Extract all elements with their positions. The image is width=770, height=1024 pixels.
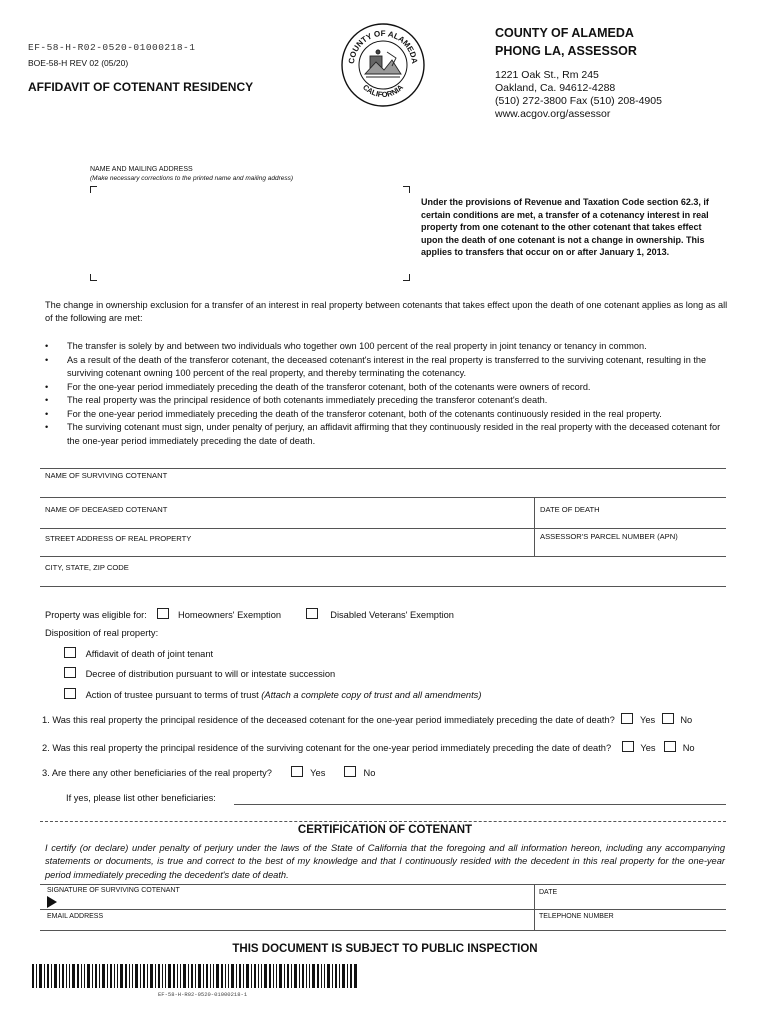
address-line-1: 1221 Oak St., Rm 245 xyxy=(495,69,599,81)
assessor-name: PHONG LA, ASSESSOR xyxy=(495,44,637,58)
city-state-zip-field[interactable]: CITY, STATE, ZIP CODE xyxy=(45,563,129,572)
seal-bottom-text: CALIFORNIA xyxy=(361,82,405,100)
list-item: • For the one-year period immediately preceding the death of the transferor cotenant, both of the cotenants continuously resided in the real property. xyxy=(45,408,735,422)
form-revision: BOE-58-H REV 02 (05/20) xyxy=(28,58,129,68)
phone-fax: (510) 272-3800 Fax (510) 208-4905 xyxy=(495,95,662,107)
divider xyxy=(40,821,726,822)
q1-yes-label: Yes xyxy=(639,715,656,725)
question-1 xyxy=(42,713,692,725)
q3-yes-label: Yes xyxy=(310,768,326,778)
trustee-note: (Attach a complete copy of trust and all amendments) xyxy=(261,690,482,700)
question-3 xyxy=(42,766,375,778)
divider xyxy=(534,884,535,930)
apn-field[interactable]: ASSESSOR'S PARCEL NUMBER (APN) xyxy=(540,532,678,541)
intro-paragraph: The change in ownership exclusion for a transfer of an interest in real property between cotenants that takes effect upon the death of one cotenant applies as long as all of the following are met: xyxy=(45,300,728,323)
joint-tenant-checkbox[interactable] xyxy=(64,647,76,658)
list-item: • For the one-year period immediately preceding the death of the transferor cotenant, both of the cotenants were owners of record. xyxy=(45,381,735,395)
svg-text:COUNTY OF ALAMEDA xyxy=(347,29,419,65)
street-address-field[interactable]: STREET ADDRESS OF REAL PROPERTY xyxy=(45,534,192,543)
divider xyxy=(40,930,726,931)
corner-mark xyxy=(90,186,97,193)
sign-here-arrow-icon xyxy=(47,896,57,908)
question-3-text: 3. Are there any other beneficiaries of the real property? xyxy=(42,768,272,778)
mailing-address-note: (Make necessary corrections to the printed name and mailing address) xyxy=(90,175,294,182)
divider xyxy=(40,497,726,498)
disposition-option-1 xyxy=(64,647,213,659)
county-seal-logo xyxy=(340,22,426,108)
email-field[interactable]: EMAIL ADDRESS xyxy=(47,913,104,920)
corner-mark xyxy=(403,186,410,193)
signature-field[interactable]: SIGNATURE OF SURVIVING COTENANT xyxy=(47,887,180,894)
certification-text: I certify (or declare) under penalty of perjury under the laws of the State of California that the foregoing and all information hereon, including any accompanying statements or documents, is true and correct to the best of my knowledge and that I continuously resided with the decedent in this real property for the one-year period immediately preceding the decedent's date of death. xyxy=(45,843,725,880)
provision-notice: Under the provisions of Revenue and Taxation Code section 62.3, if certain conditions are met, a transfer of a cotenancy interest in real property from one cotenant to the other cotenant that takes effect upon the death of one cotenant is not a change in ownership. This applies to transfers that occur on or after January 1, 2013. xyxy=(421,197,709,258)
joint-tenant-label: Affidavit of death of joint tenant xyxy=(85,649,214,659)
mailing-address-box[interactable] xyxy=(90,186,410,281)
disposition-option-3 xyxy=(64,688,481,700)
form-id: EF-58-H-R02-0520-01000218-1 xyxy=(28,42,196,53)
svg-text:CALIFORNIA xyxy=(361,82,405,99)
document-title: AFFIDAVIT OF COTENANT RESIDENCY xyxy=(28,80,254,94)
homeowners-exemption-checkbox[interactable] xyxy=(157,608,169,619)
list-item: • The real property was the principal residence of both cotenants immediately preceding the transferor cotenant's death. xyxy=(45,394,735,408)
county-address xyxy=(495,69,662,121)
question-1-text: 1. Was this real property the principal residence of the deceased cotenant for the one-year period immediately preceding the date of death? xyxy=(42,715,615,725)
q3-no-label: No xyxy=(363,768,376,778)
trustee-label: Action of trustee pursuant to terms of trust xyxy=(85,690,259,700)
barcode-image xyxy=(32,964,357,988)
q1-no-label: No xyxy=(680,715,693,725)
website-link[interactable]: www.acgov.org/assessor xyxy=(495,108,611,120)
homeowners-exemption-label: Homeowners' Exemption xyxy=(177,610,282,620)
deceased-cotenant-field[interactable]: NAME OF DECEASED COTENANT xyxy=(45,505,168,514)
list-item: • The surviving cotenant must sign, under penalty of perjury, an affidavit affirming that they continuously resided in the real property with the deceased cotenant for the one-year period immediately preceding the date of death. xyxy=(45,421,735,448)
barcode-caption: EF-58-H-R02-0520-01000218-1 xyxy=(158,991,248,998)
veterans-exemption-checkbox[interactable] xyxy=(306,608,318,619)
q2-no-checkbox[interactable] xyxy=(664,741,676,752)
date-field[interactable]: DATE xyxy=(539,889,558,896)
q2-yes-checkbox[interactable] xyxy=(622,741,634,752)
public-inspection-notice: THIS DOCUMENT IS SUBJECT TO PUBLIC INSPECTION xyxy=(232,943,538,955)
eligibility-row xyxy=(45,608,454,620)
telephone-field[interactable]: TELEPHONE NUMBER xyxy=(539,913,614,920)
mailing-address-label: NAME AND MAILING ADDRESS xyxy=(90,166,193,173)
disposition-label: Disposition of real property: xyxy=(45,628,159,638)
divider xyxy=(40,528,726,529)
decree-checkbox[interactable] xyxy=(64,667,76,678)
date-of-death-field[interactable]: DATE OF DEATH xyxy=(540,505,600,514)
divider xyxy=(534,497,535,556)
q2-no-label: No xyxy=(682,743,695,753)
q1-no-checkbox[interactable] xyxy=(662,713,674,724)
divider xyxy=(40,884,726,885)
disposition-option-2 xyxy=(64,667,335,679)
trustee-checkbox[interactable] xyxy=(64,688,76,699)
q3-no-checkbox[interactable] xyxy=(344,766,356,777)
decree-label: Decree of distribution pursuant to will or intestate succession xyxy=(85,669,336,679)
address-line-2: Oakland, Ca. 94612-4288 xyxy=(495,82,616,94)
q2-yes-label: Yes xyxy=(640,743,656,753)
veterans-exemption-label: Disabled Veterans' Exemption xyxy=(330,610,454,620)
surviving-cotenant-field[interactable]: NAME OF SURVIVING COTENANT xyxy=(45,471,168,480)
q3-yes-checkbox[interactable] xyxy=(291,766,303,777)
divider xyxy=(40,586,726,587)
divider xyxy=(40,556,726,557)
list-item: • As a result of the death of the transferor cotenant, the deceased cotenant's interest in the real property is transferred to the surviving cotenant, resulting in the surviving cotenant owning 100 percent of the real property, and thereby terminating the cotenancy. xyxy=(45,354,735,381)
question-2 xyxy=(42,741,695,753)
eligibility-label: Property was eligible for: xyxy=(45,610,147,620)
corner-mark xyxy=(403,274,410,281)
list-item: • The transfer is solely by and between two individuals who together own 100 percent of the real property in joint tenancy or tenancy in common. xyxy=(45,340,735,354)
beneficiaries-label: If yes, please list other beneficiaries: xyxy=(66,793,216,803)
divider xyxy=(40,909,726,910)
certification-heading: CERTIFICATION OF COTENANT xyxy=(297,824,473,836)
corner-mark xyxy=(90,274,97,281)
county-heading xyxy=(495,24,637,60)
county-name: COUNTY OF ALAMEDA xyxy=(495,26,634,40)
q1-yes-checkbox[interactable] xyxy=(621,713,633,724)
beneficiaries-input-line[interactable] xyxy=(234,804,726,805)
seal-top-text: COUNTY OF ALAMEDA xyxy=(346,29,420,65)
question-2-text: 2. Was this real property the principal residence of the surviving cotenant for the one-year period immediately preceding the date of death? xyxy=(42,743,612,753)
conditions-list xyxy=(45,340,735,448)
divider xyxy=(40,468,726,469)
